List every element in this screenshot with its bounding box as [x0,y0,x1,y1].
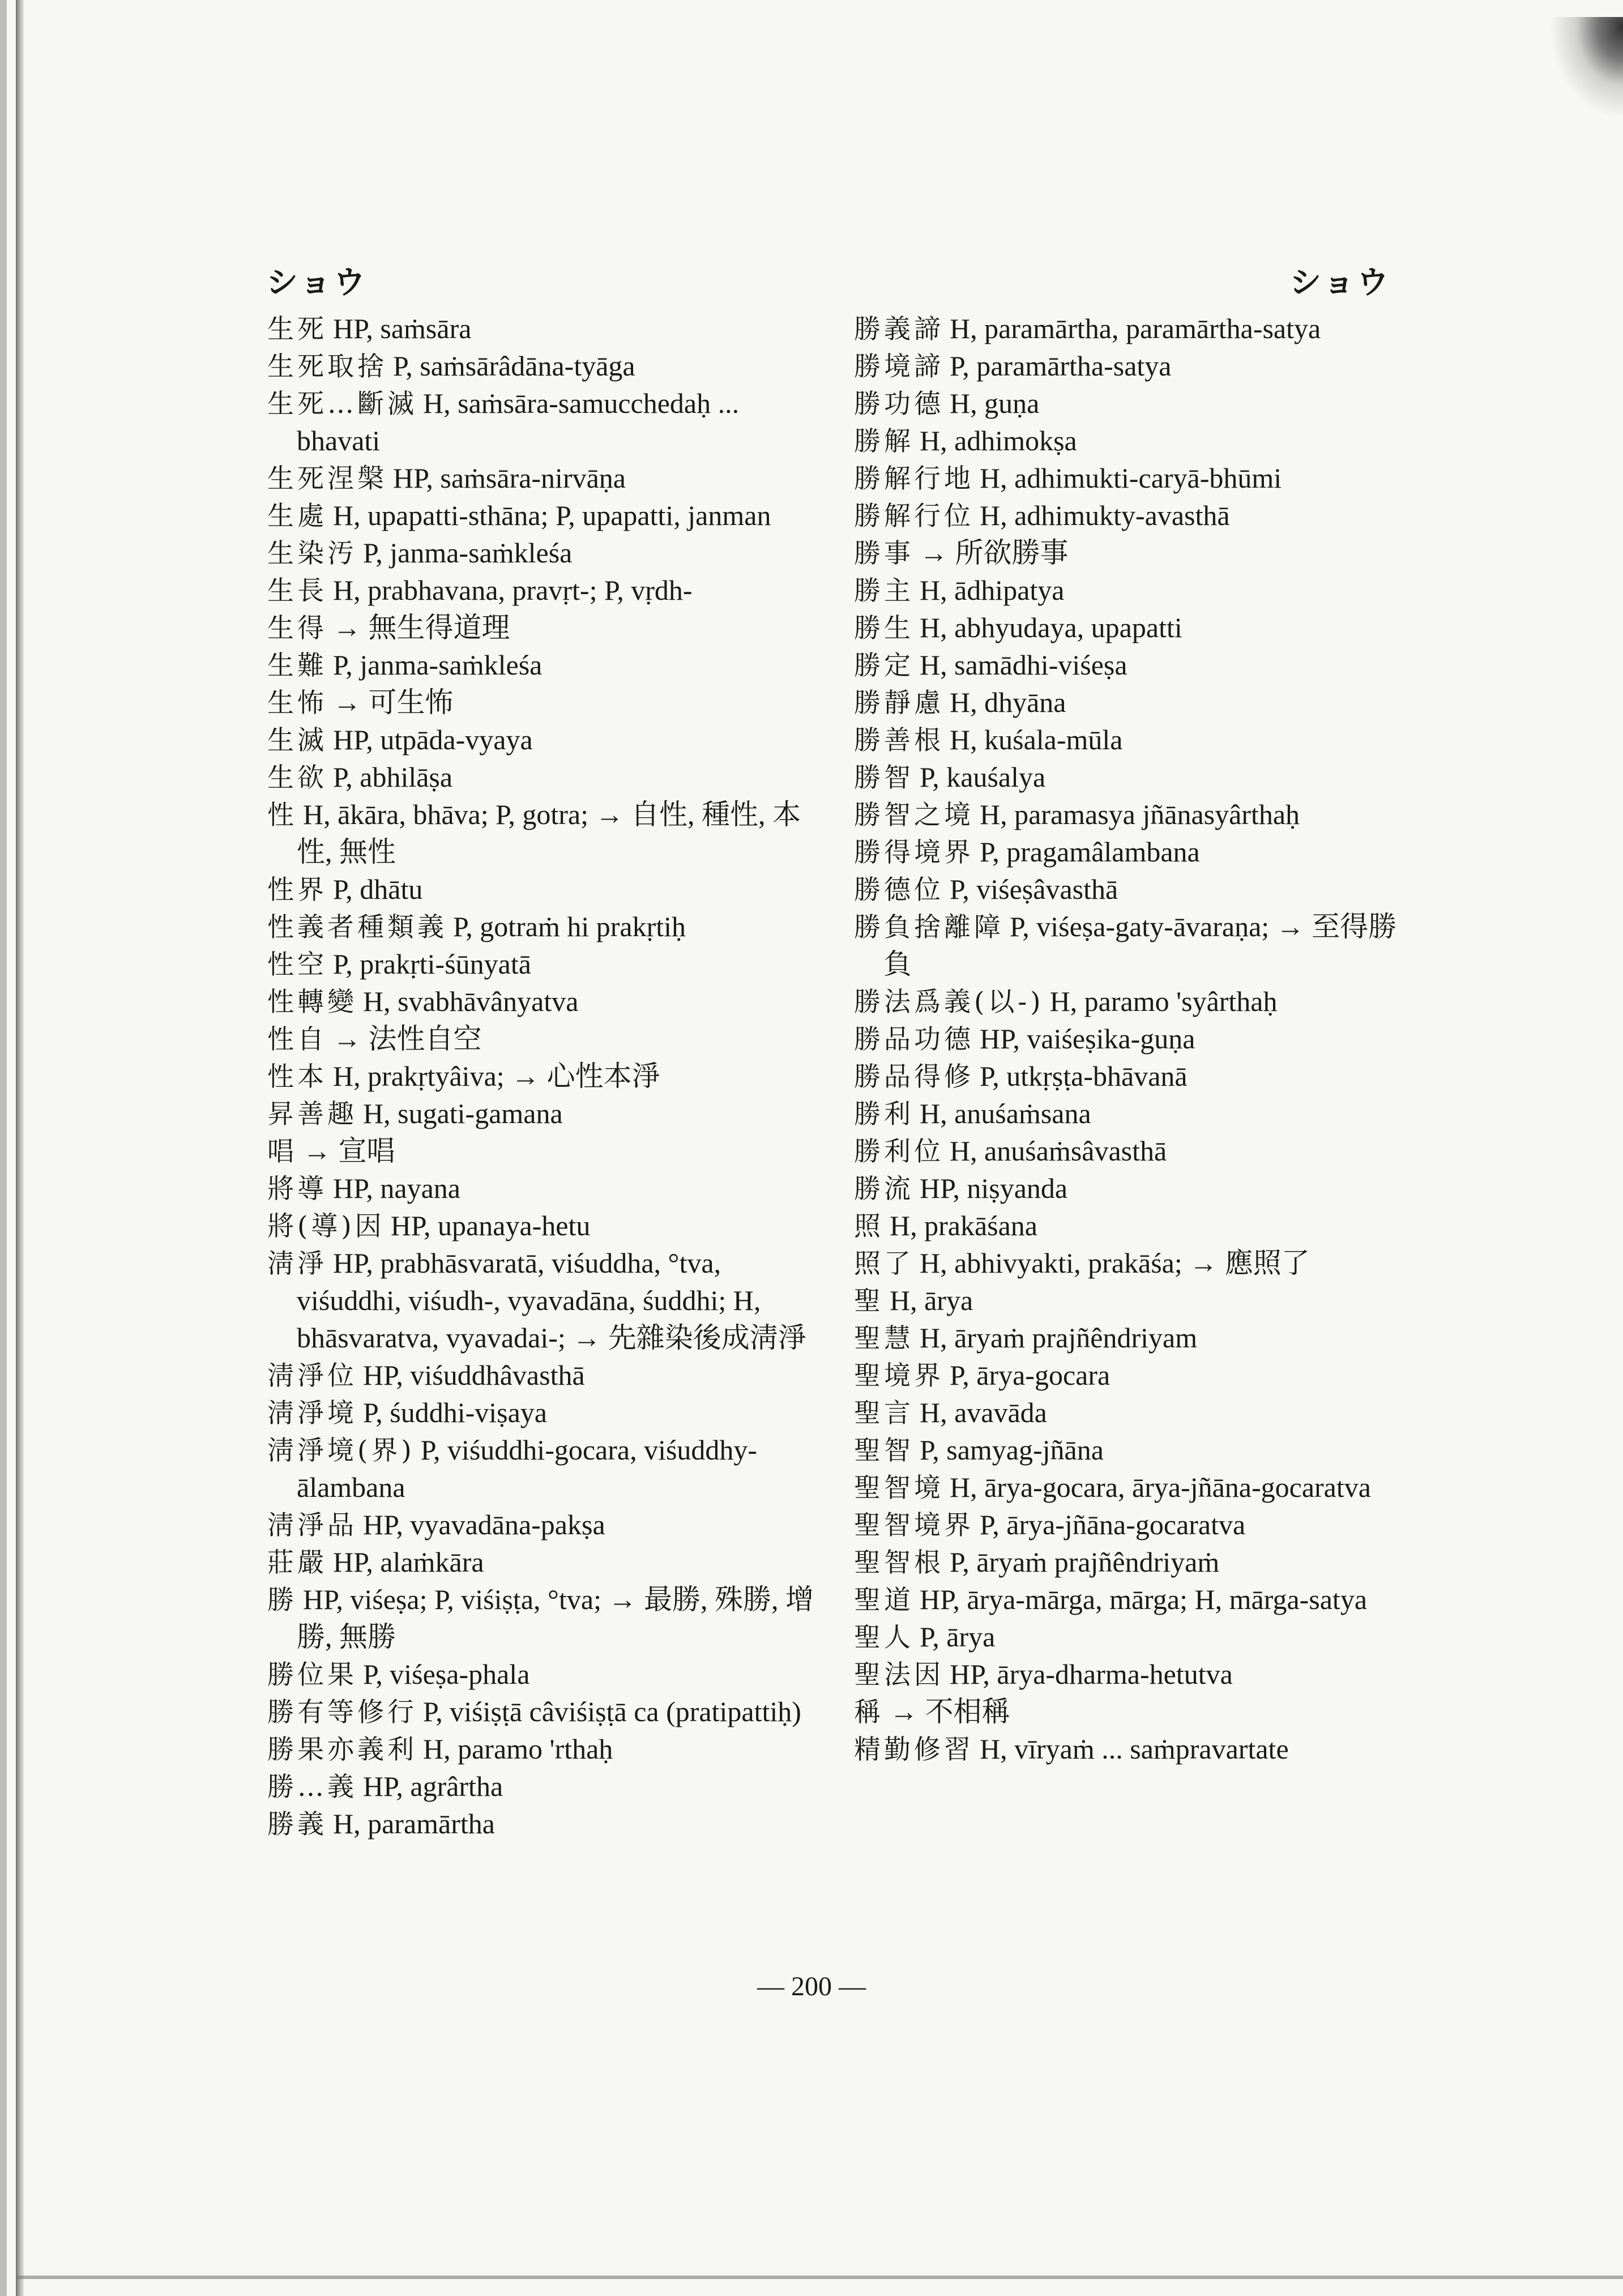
dictionary-entry [854,983,1420,1021]
entry-headword: 勝品得修 [854,1061,974,1092]
entry-headword: 勝生 [854,613,914,644]
entry-headword: 生死…斷滅 [267,389,417,420]
entry-headword: 勝德位 [854,874,944,906]
entry-definition: H, ārya [890,1284,973,1316]
dictionary-entry [854,385,1420,423]
dictionary-entry [267,1170,822,1207]
dictionary-entry [267,1656,822,1693]
dictionary-entry [854,1058,1420,1095]
entry-headword: 淸淨品 [267,1510,357,1541]
dictionary-entry [267,722,822,759]
entry-definition: HP, ārya-mārga, mārga; H, mārga-satya [920,1584,1368,1615]
entry-headword: 照 [854,1211,884,1242]
entry-headword: 淸淨位 [267,1360,357,1392]
entry-headword: 勝解 [854,426,914,457]
right-column [854,310,1420,1768]
entry-definition: P, viśeṣa-phala [363,1658,530,1690]
page-bottom-edge [17,2276,1623,2279]
dictionary-entry [267,684,822,722]
entry-headword: 生欲 [267,762,327,793]
entry-headword: 性空 [267,949,327,980]
dictionary-entry [267,609,822,647]
entry-definition: P, paramārtha-satya [950,350,1172,382]
dictionary-entry [854,535,1420,572]
dictionary-entry [854,647,1420,684]
entry-headword: 淸淨 [267,1248,327,1279]
entry-definition: HP, prabhāsvaratā, viśuddha, °tva, viśuddhi, viśudh-, vyavadāna, śuddhi; H, bhāsvaratva, vyavadai-; → 先雜染後成淸淨 [297,1247,806,1354]
entry-definition: HP, niṣyanda [920,1172,1068,1204]
entry-definition: P, viśeṣa-gaty-āvaraṇa; → 至得勝負 [883,911,1397,980]
running-head-right: ショウ [1289,264,1391,301]
entry-definition: → 無生得道理 [333,612,510,643]
entry-definition: HP, nayana [333,1172,460,1204]
entry-definition: P, śuddhi-viṣaya [363,1397,547,1428]
dictionary-entry [267,1357,822,1394]
dictionary-entry [854,1245,1420,1282]
entry-definition: P, janma-saṁkleśa [363,537,573,569]
dictionary-entry [854,796,1420,834]
entry-headword: 勝解行地 [854,463,974,494]
dictionary-entry [854,1357,1420,1394]
entry-definition: HP, vaiśeṣika-guṇa [980,1023,1195,1055]
entry-definition: H, ārya-gocara, ārya-jñāna-gocaratva [950,1471,1371,1503]
dictionary-entry [267,1133,822,1170]
entry-definition: H, ākāra, bhāva; P, gotra; → 自性, 種性, 本性, 無性 [297,799,801,868]
entry-headword: 勝果亦義利 [267,1734,417,1765]
entry-headword: 勝…義 [267,1772,357,1803]
entry-headword: 勝法爲義(以-) [854,987,1044,1018]
entry-headword: 勝 [267,1585,297,1616]
entry-headword: 聖境界 [854,1360,944,1392]
entry-definition: P, utkṛṣṭa-bhāvanā [980,1060,1188,1092]
entry-definition: HP, saṁsāra-nirvāṇa [393,462,626,494]
entry-headword: 勝位果 [267,1659,357,1691]
page-number: — 200 — [757,1971,866,2001]
entry-headword: 勝流 [854,1173,914,1205]
entry-definition: → 可生怖 [333,686,454,718]
entry-headword: 勝主 [854,575,914,607]
entry-definition: → 法性自空 [333,1023,482,1055]
entry-definition: P, gotraṁ hi prakṛtiḥ [453,911,686,942]
dictionary-entry [267,1245,822,1357]
entry-headword: 聖智根 [854,1547,944,1578]
entry-headword: 勝利位 [854,1136,944,1167]
scan-corner-artifact [1549,17,1623,119]
dictionary-entry [854,1133,1420,1170]
entry-definition: H, abhivyakti, prakāśa; → 應照了 [920,1247,1310,1279]
entry-headword: 勝善根 [854,725,944,756]
entry-headword: 勝定 [854,650,914,681]
entry-definition: H, guṇa [950,387,1040,419]
dictionary-entry [267,983,822,1021]
entry-headword: 生死涅槃 [267,463,387,494]
entry-headword: 昇善趣 [267,1099,357,1130]
dictionary-entry [854,1656,1420,1693]
entry-definition: HP, saṁsāra [333,313,472,344]
entry-definition: P, ārya-gocara [950,1359,1111,1391]
dictionary-entry [854,1581,1420,1619]
entry-headword: 勝事 [854,538,914,569]
entry-headword: 聖言 [854,1398,914,1429]
entry-definition: P, ārya [920,1621,996,1653]
dictionary-entry [854,1095,1420,1133]
entry-definition: H, paramārtha, paramārtha-satya [950,313,1321,344]
dictionary-entry [854,759,1420,796]
entry-headword: 莊嚴 [267,1547,327,1578]
dictionary-entry [854,1693,1420,1731]
dictionary-entry [267,1581,822,1656]
entry-headword: 聖智境 [854,1473,944,1504]
dictionary-entry [854,1731,1420,1768]
entry-headword: 勝義諦 [854,314,944,345]
dictionary-entry [854,908,1420,983]
entry-definition: H, āryaṁ prajñêndriyam [920,1322,1198,1354]
dictionary-entry [854,348,1420,385]
entry-definition: H, samādhi-viśeṣa [920,649,1127,681]
entry-headword: 生死 [267,314,327,345]
entry-definition: H, prakṛtyâiva; → 心性本淨 [333,1060,660,1092]
dictionary-entry [267,1806,822,1843]
entry-definition: H, abhyudaya, upapatti [920,612,1182,643]
entry-headword: 將(導)因 [267,1211,385,1242]
entry-definition: H, paramārtha [333,1808,495,1840]
entry-definition: P, kauśalya [920,761,1046,793]
dictionary-entry [267,535,822,572]
entry-definition: H, svabhāvânyatva [363,985,579,1017]
entry-headword: 勝負捨離障 [854,912,1004,943]
entry-definition: H, anuśaṁsâvasthā [950,1135,1167,1167]
running-head-left: ショウ [266,264,368,301]
entry-headword: 生怖 [267,688,327,719]
entry-definition: → 所欲勝事 [920,537,1069,569]
dictionary-entry [854,722,1420,759]
entry-headword: 聖道 [854,1585,914,1616]
dictionary-entry [854,497,1420,535]
dictionary-entry [854,684,1420,722]
entry-definition: HP, ārya-dharma-hetutva [950,1658,1233,1690]
dictionary-entry [854,1320,1420,1357]
dictionary-entry [854,1544,1420,1581]
entry-headword: 勝解行位 [854,501,974,532]
entry-definition: H, prabhavana, pravṛt-; P, vṛdh- [333,574,693,606]
dictionary-entry [267,1058,822,1095]
entry-definition: H, adhimokṣa [920,425,1077,456]
dictionary-entry [267,1432,822,1507]
entry-definition: HP, viśuddhâvasthā [363,1359,585,1391]
entry-definition: H, kuśala-mūla [950,724,1123,756]
dictionary-entry [854,1394,1420,1432]
entry-definition: P, saṁsārâdāna-tyāga [393,350,635,382]
entry-definition: P, āryaṁ prajñêndriyaṁ [950,1546,1220,1578]
entry-headword: 生長 [267,575,327,607]
entry-headword: 勝品功德 [854,1024,974,1055]
dictionary-entry [267,1731,822,1768]
entry-definition: HP, alaṁkāra [333,1546,484,1578]
entry-definition: P, viśuddhi-gocara, viśuddhy-ālambana [297,1434,758,1503]
entry-definition: H, adhimukty-avasthā [980,500,1230,531]
entry-headword: 勝境諦 [854,351,944,382]
dictionary-entry [267,759,822,796]
entry-definition: P, samyag-jñāna [920,1434,1104,1466]
entry-definition: H, adhimukti-caryā-bhūmi [980,462,1282,494]
entry-definition: P, pragamâlambana [980,836,1200,868]
dictionary-entry [854,1507,1420,1544]
entry-headword: 唱 [267,1136,297,1167]
entry-definition: HP, utpāda-vyaya [333,724,533,756]
entry-definition: H, sugati-gamana [363,1098,563,1129]
entry-headword: 稱 [854,1697,884,1728]
entry-headword: 勝有等修行 [267,1697,417,1728]
entry-definition: P, viśeṣâvasthā [950,873,1118,905]
left-column [267,310,822,1843]
entry-headword: 精勤修習 [854,1734,974,1765]
entry-definition: H, upapatti-sthāna; P, upapatti, janman [333,500,771,531]
entry-headword: 生死取捨 [267,351,387,382]
entry-headword: 勝得境界 [854,837,974,868]
entry-headword: 勝義 [267,1809,327,1840]
dictionary-entry [267,1507,822,1544]
entry-definition: H, vīryaṁ ... saṁpravartate [980,1733,1289,1765]
entry-headword: 聖慧 [854,1323,914,1354]
dictionary-entry [267,1768,822,1806]
entry-definition: H, avavāda [920,1397,1047,1428]
entry-headword: 照了 [854,1248,914,1279]
dictionary-entry [267,647,822,684]
dictionary-entry [267,385,822,460]
entry-definition: → 不相稱 [890,1696,1010,1727]
dictionary-entry [267,1394,822,1432]
entry-headword: 性 [267,800,297,831]
entry-definition: HP, vyavadāna-pakṣa [363,1509,605,1540]
entry-headword: 性轉變 [267,987,357,1018]
dictionary-entry [267,1021,822,1058]
dictionary-entry [267,1544,822,1581]
entry-definition: H, anuśaṁsana [920,1098,1091,1129]
entry-headword: 生難 [267,650,327,681]
entry-headword: 聖智 [854,1435,914,1466]
dictionary-entry [854,1469,1420,1507]
dictionary-entry [854,572,1420,609]
entry-definition: H, ādhipatya [920,574,1065,606]
entry-definition: P, viśiṣṭā câviśiṣṭā ca (pratipattiḥ) [423,1696,801,1727]
entry-definition: P, abhilāṣa [333,761,453,793]
dictionary-entry [854,1021,1420,1058]
entry-headword: 性義者種類義 [267,912,447,943]
entry-headword: 聖 [854,1286,884,1317]
dictionary-entry [267,310,822,348]
entry-definition: H, paramo 'rthaḥ [423,1733,613,1765]
page-binding-edge [16,0,24,2296]
entry-headword: 生染汚 [267,538,357,569]
dictionary-entry [267,497,822,535]
dictionary-entry [854,1170,1420,1207]
entry-headword: 淸淨境(界) [267,1435,415,1466]
dictionary-entry [854,834,1420,871]
entry-headword: 淸淨境 [267,1398,357,1429]
dictionary-entry [267,796,822,871]
entry-definition: H, prakāśana [890,1210,1037,1241]
dictionary-entry [854,423,1420,460]
entry-headword: 性自 [267,1024,327,1055]
dictionary-entry [267,871,822,908]
entry-headword: 生處 [267,501,327,532]
entry-definition: HP, viśeṣa; P, viśiṣṭa, °tva; → 最勝, 殊勝, 增勝, 無勝 [297,1584,814,1653]
dictionary-entry [854,1207,1420,1245]
entry-definition: P, dhātu [333,873,423,905]
entry-headword: 聖智境界 [854,1510,974,1541]
dictionary-entry [854,871,1420,908]
entry-definition: H, paramasya jñānasyârthaḥ [980,799,1300,830]
dictionary-entry [267,1693,822,1731]
dictionary-entry [267,572,822,609]
entry-definition: P, ārya-jñāna-gocaratva [980,1509,1246,1540]
page-edge-shadow [0,0,7,2296]
entry-headword: 勝利 [854,1099,914,1130]
dictionary-entry [267,348,822,385]
dictionary-entry [854,1282,1420,1320]
entry-definition: HP, upanaya-hetu [390,1210,591,1241]
entry-headword: 聖法因 [854,1659,944,1691]
dictionary-entry [267,908,822,946]
entry-headword: 勝智 [854,762,914,793]
entry-headword: 勝功德 [854,389,944,420]
dictionary-entry [267,460,822,497]
entry-headword: 將導 [267,1173,327,1205]
entry-definition: H, saṁsāra-samucchedaḥ ... bhavati [297,387,740,456]
dictionary-entry [267,946,822,983]
dictionary-entry [267,1207,822,1245]
entry-headword: 勝靜慮 [854,688,944,719]
dictionary-entry [854,1432,1420,1469]
entry-definition: HP, agrârtha [363,1770,503,1802]
entry-headword: 聖人 [854,1622,914,1653]
entry-headword: 勝智之境 [854,800,974,831]
dictionary-entry [854,460,1420,497]
entry-definition: → 宣唱 [303,1135,395,1167]
entry-definition: P, janma-saṁkleśa [333,649,543,681]
entry-headword: 性界 [267,874,327,906]
entry-headword: 性本 [267,1061,327,1092]
dictionary-entry [854,1619,1420,1656]
entry-definition: P, prakṛti-śūnyatā [333,948,531,980]
dictionary-entry [267,1095,822,1133]
dictionary-entry [854,609,1420,647]
entry-headword: 生滅 [267,725,327,756]
entry-headword: 生得 [267,613,327,644]
dictionary-entry [854,310,1420,348]
entry-definition: H, paramo 'syârthaḥ [1049,985,1278,1017]
entry-definition: H, dhyāna [950,686,1066,718]
